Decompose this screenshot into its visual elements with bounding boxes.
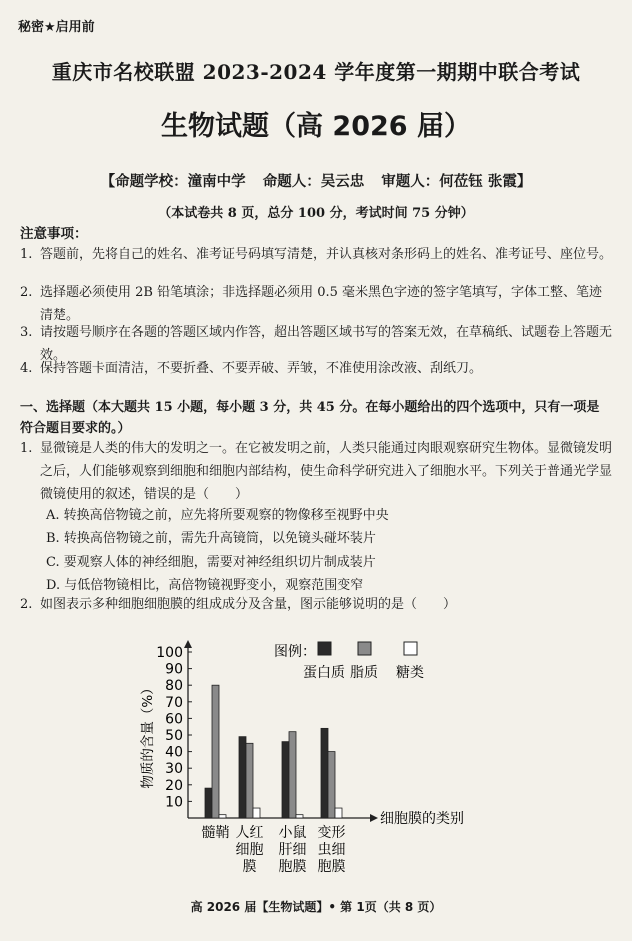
- y-tick-label: 30: [165, 761, 183, 778]
- subject-title: 生物试题（高 2026 届）: [161, 111, 471, 142]
- school-info-reviewer: 审题人：何莅钰 张霞】: [381, 174, 532, 190]
- y-tick-label: 90: [165, 661, 183, 678]
- legend-label: 脂质: [350, 665, 378, 681]
- y-tick-label: 20: [165, 777, 183, 794]
- bar: [205, 788, 212, 818]
- bar: [289, 732, 296, 818]
- y-tick-label: 40: [165, 744, 183, 761]
- bar: [321, 728, 328, 818]
- notice-item-text: 请按题号顺序在各题的答题区域内作答，超出答题区域书写的答案无效，在草稿纸、试题卷上答题无效。: [40, 325, 613, 363]
- y-tick-label: 60: [165, 711, 183, 728]
- exam-info: （本试卷共 8 页，总分 100 分，考试时间 75 分钟）: [158, 206, 474, 221]
- legend-title: 图例：: [274, 644, 316, 660]
- x-axis-arrow: [370, 814, 378, 822]
- secret-label: 秘密★启用前: [18, 20, 95, 35]
- school-info-author: 命题人：吴云忠: [262, 174, 365, 190]
- y-tick-label: 80: [165, 678, 183, 695]
- legend-label: 糖类: [396, 665, 424, 681]
- category-label: 变形: [317, 825, 346, 841]
- bar: [253, 808, 260, 818]
- category-label: 虫细: [317, 842, 346, 858]
- category-label: 人红: [235, 825, 264, 841]
- x-axis-label: 细胞膜的类别: [380, 811, 464, 827]
- bar: [328, 752, 335, 818]
- notice-item-text: 选择题必须使用 2B 铅笔填涂；非选择题必须用 0.5 毫米黑色字迹的签字笔填写，字体工整、笔迹清楚。: [40, 285, 603, 323]
- option-a: A. 转换高倍物镜之前，应先将所要观察的物像移至视野中央: [46, 508, 389, 523]
- bar: [212, 685, 219, 818]
- category-label: 胞膜: [278, 859, 307, 875]
- category-label: 髓鞘: [201, 825, 230, 841]
- bar: [239, 737, 246, 818]
- notice-item-text: 保持答题卡面清洁，不要折叠、不要弄破、弄皱，不准使用涂改液、刮纸刀。: [40, 361, 483, 376]
- question-number: 1.: [20, 441, 33, 456]
- bar: [219, 815, 226, 818]
- notice-item-number: 3.: [20, 325, 33, 340]
- notice-item-number: 1.: [20, 247, 33, 262]
- legend-swatch: [404, 642, 417, 655]
- category-label: 细胞: [235, 842, 264, 858]
- y-tick-label: 70: [165, 694, 183, 711]
- notice-item-number: 4.: [20, 361, 33, 376]
- legend-swatch: [358, 642, 371, 655]
- bar: [335, 808, 342, 818]
- category-label: 肝细: [278, 842, 307, 858]
- bar: [282, 742, 289, 818]
- exam-title: 重庆市名校联盟 2023-2024 学年度第一期期中联合考试: [51, 60, 581, 84]
- bar: [296, 815, 303, 818]
- option-b: B. 转换高倍物镜之前，需先升高镜筒，以免镜头碰坏装片: [46, 531, 376, 546]
- question-number: 2.: [20, 597, 33, 612]
- section-heading: 一、选择题（本大题共 15 小题，每小题 3 分，共 45 分。在每小题给出的四个选项中，只有一项是符合题目要求的。）: [20, 400, 600, 436]
- y-axis-arrow: [184, 640, 192, 648]
- school-info-school: 【命题学校：潼南中学: [100, 174, 246, 190]
- category-label: 胞膜: [317, 859, 346, 875]
- notice-item-number: 2.: [20, 285, 33, 300]
- y-tick-label: 50: [165, 728, 183, 744]
- page-footer: 高 2026 届【生物试题】• 第 1页（共 8 页）: [190, 900, 442, 914]
- question-stem: 显微镜是人类的伟大的发明之一。在它被发明之前，人类只能通过肉眼观察研究生物体。显微镜发明之后，人们能够观察到细胞和细胞内部结构，使生命科学研究进入了细胞水平。下列关于普通光学显微镜使用的叙述，错误的是（ ）: [40, 441, 613, 502]
- y-axis-label: 物质的含量（%）: [140, 681, 156, 789]
- category-label: 小鼠: [278, 825, 307, 841]
- y-tick-label: 10: [165, 794, 183, 811]
- option-d: D. 与低倍物镜相比，高倍物镜视野变小，观察范围变窄: [46, 578, 364, 593]
- y-tick-label: 100: [156, 645, 183, 661]
- notice-item-text: 答题前，先将自己的姓名、准考证号码填写清楚，并认真核对条形码上的姓名、准考证号、座位号。: [40, 247, 613, 262]
- option-c: C. 要观察人体的神经细胞，需要对神经组织切片制成装片: [46, 555, 376, 570]
- bar: [246, 743, 253, 818]
- legend-swatch: [318, 642, 331, 655]
- category-label: 膜: [242, 859, 257, 875]
- question-stem: 如图表示多种细胞细胞膜的组成成分及含量，图示能够说明的是（ ）: [40, 597, 457, 612]
- legend-label: 蛋白质: [303, 665, 345, 681]
- notice-heading: 注意事项：: [20, 226, 88, 242]
